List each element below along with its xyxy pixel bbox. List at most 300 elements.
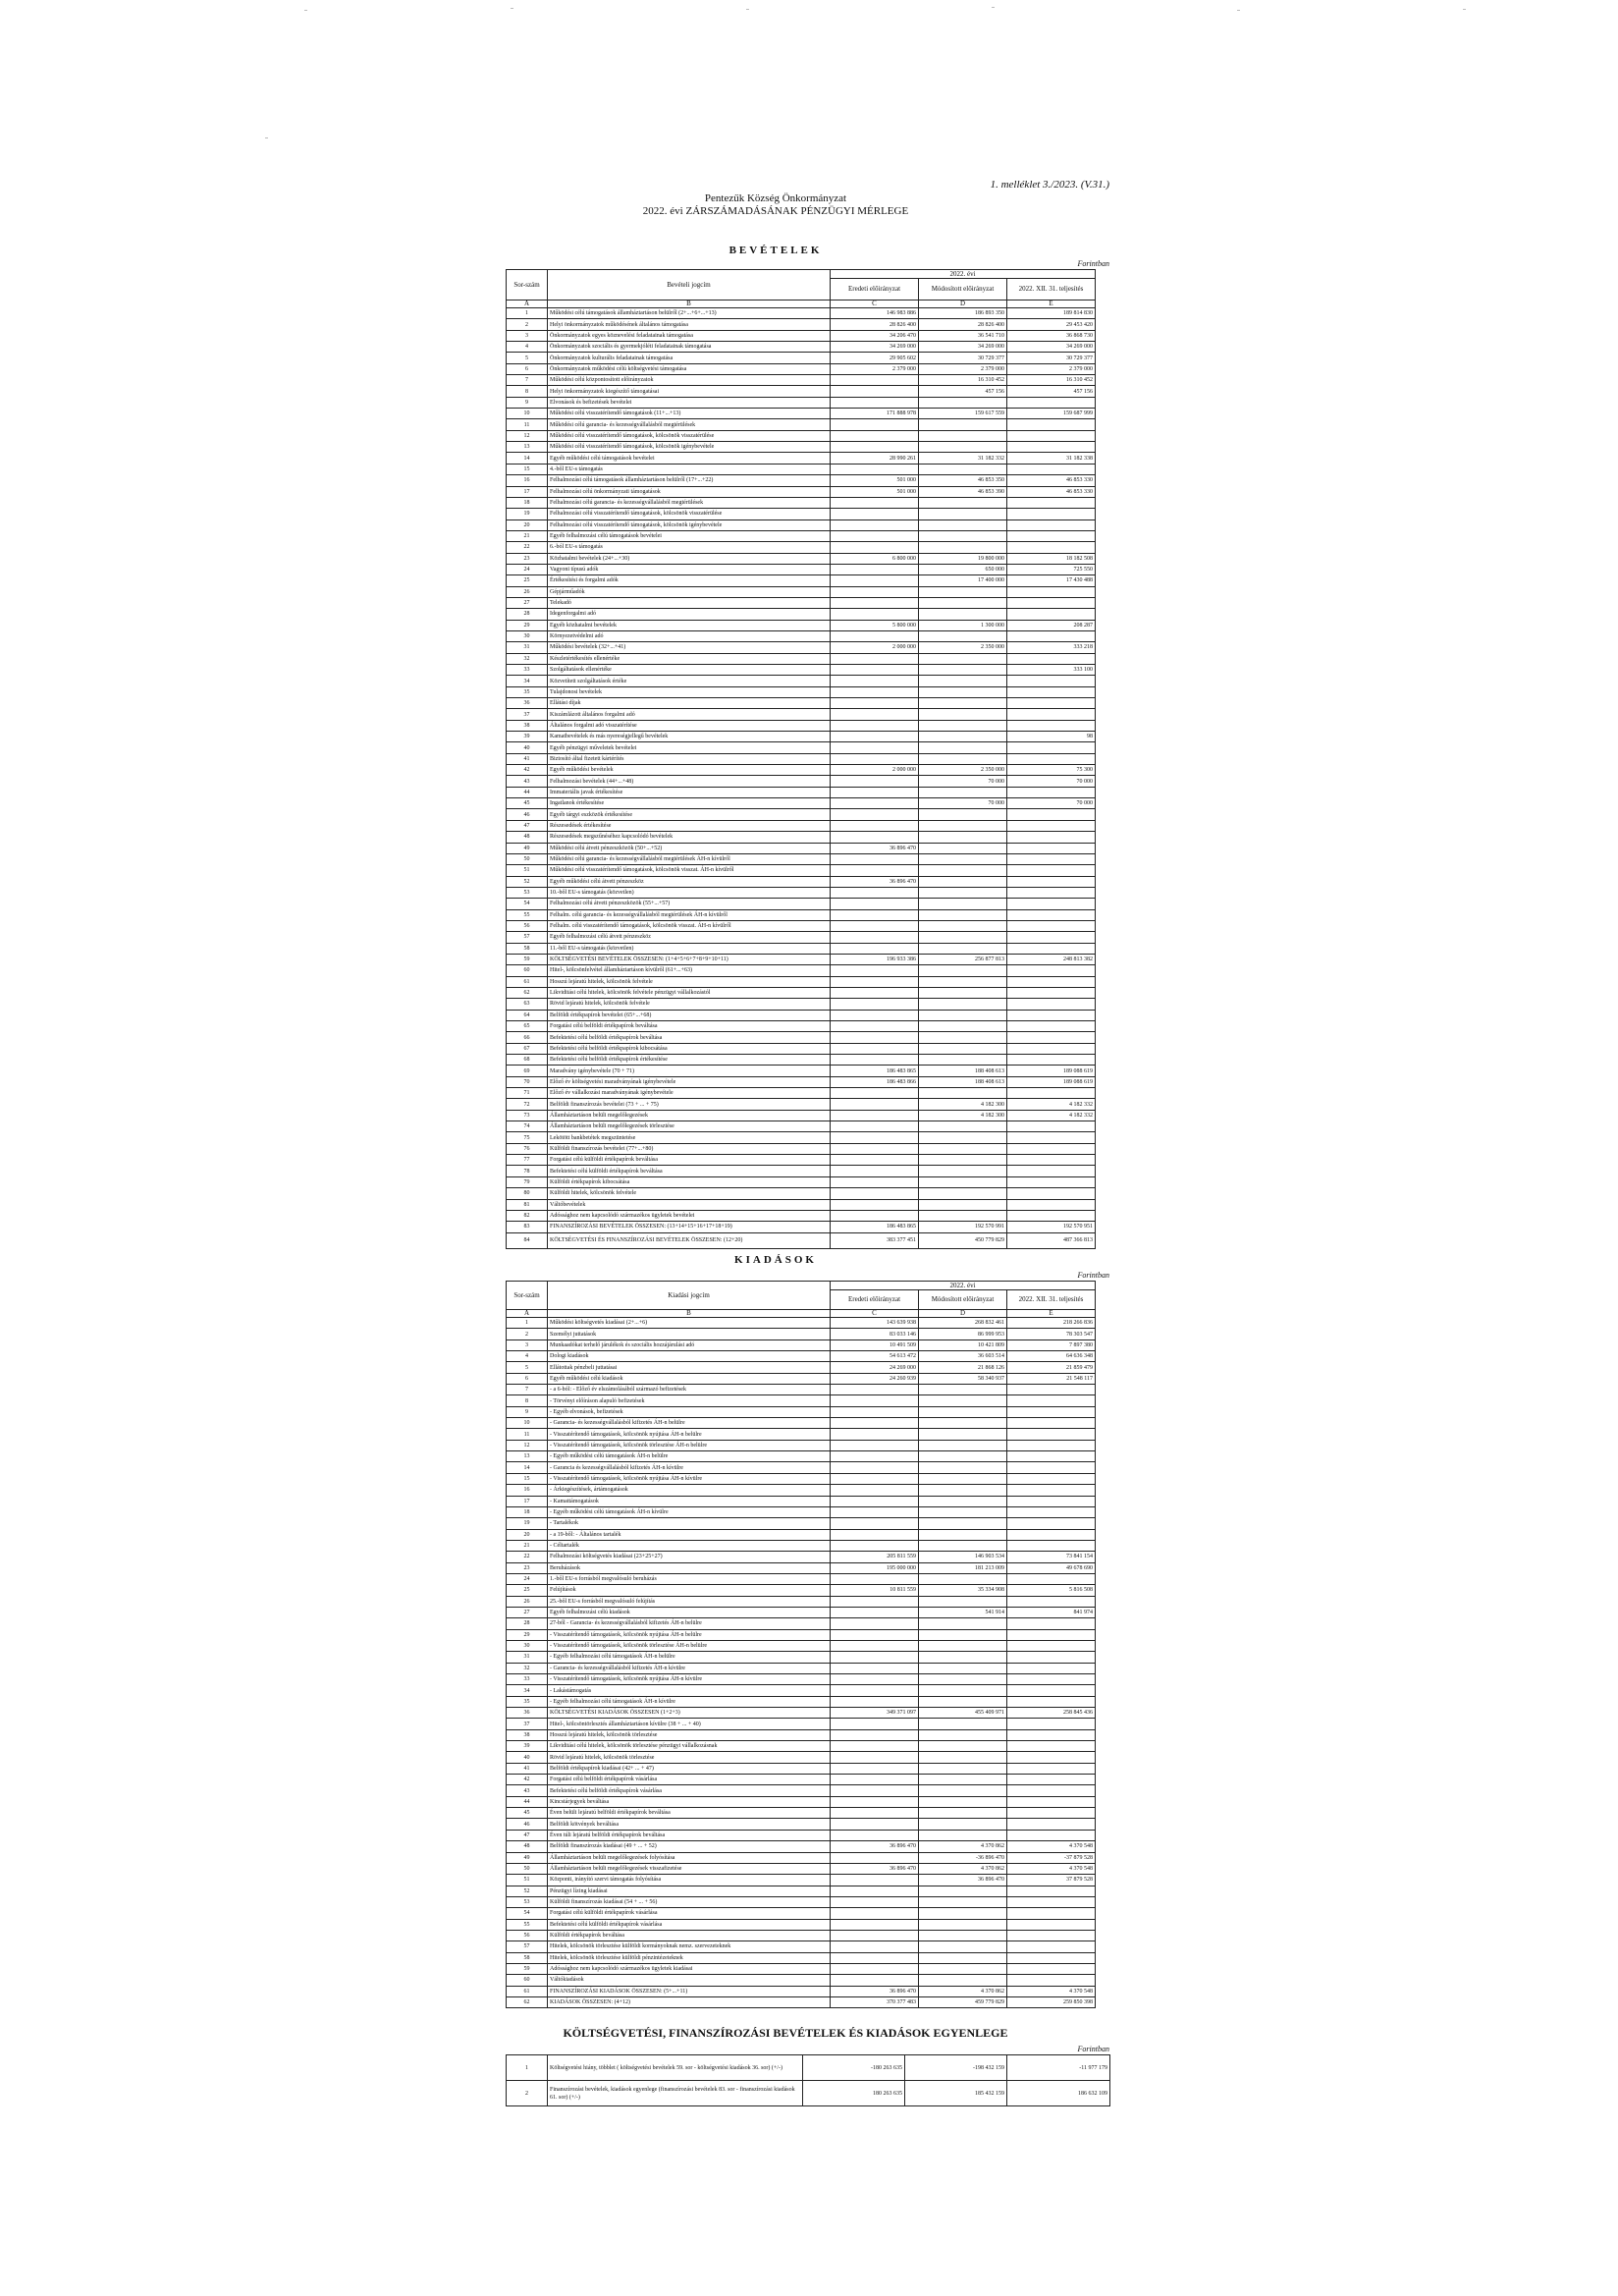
row-label: Működési célú támogatások államháztartáson belülről (2+...+6+...+13) — [548, 308, 831, 319]
row-label: Egyéb működési célú támogatások bevételei — [548, 453, 831, 464]
row-number: 38 — [507, 1729, 548, 1740]
table-row — [507, 553, 1096, 564]
original-value — [831, 1808, 919, 1819]
expenditures-table — [506, 1281, 1096, 2008]
actual-value — [1007, 1055, 1096, 1066]
original-value: 195 000 000 — [831, 1562, 919, 1573]
modified-value — [919, 1819, 1007, 1830]
table-row — [507, 732, 1096, 742]
table-row — [507, 809, 1096, 820]
modified-value — [919, 1941, 1007, 1952]
actual-value — [1007, 1485, 1096, 1496]
original-value: 501 000 — [831, 486, 919, 497]
modified-value — [919, 809, 1007, 820]
actual-value — [1007, 1963, 1096, 1974]
original-value — [831, 1573, 919, 1584]
table-row — [507, 1339, 1096, 1350]
original-value: 180 263 635 — [803, 2081, 905, 2106]
modified-value — [919, 1496, 1007, 1506]
table-row — [507, 1076, 1096, 1087]
row-number: 69 — [507, 1066, 548, 1076]
actual-value — [1007, 787, 1096, 797]
original-value — [831, 1629, 919, 1640]
modified-value — [919, 1088, 1007, 1099]
actual-value — [1007, 530, 1096, 541]
col-letter: C — [831, 1310, 919, 1318]
actual-value — [1007, 1573, 1096, 1584]
original-value: 36 896 470 — [831, 1986, 919, 1996]
modified-value: 188 408 613 — [919, 1076, 1007, 1087]
row-number: 34 — [507, 676, 548, 686]
modified-value — [919, 1573, 1007, 1584]
actual-value — [1007, 1640, 1096, 1651]
table-row — [507, 475, 1096, 486]
row-number: 40 — [507, 1752, 548, 1763]
table-row — [507, 642, 1096, 653]
original-value — [831, 1674, 919, 1685]
row-number: 18 — [507, 497, 548, 508]
modified-value — [919, 853, 1007, 864]
modified-value — [919, 609, 1007, 620]
modified-value: 16 310 452 — [919, 375, 1007, 386]
row-label: Biztosító által fizetett kártérítés — [548, 753, 831, 764]
actual-value — [1007, 1752, 1096, 1763]
table-row — [507, 720, 1096, 731]
actual-value — [1007, 497, 1096, 508]
table-row — [507, 1719, 1096, 1729]
table-row — [507, 1652, 1096, 1663]
original-value — [831, 1210, 919, 1221]
table-row — [507, 1110, 1096, 1121]
original-value — [831, 1110, 919, 1121]
modified-value — [919, 1808, 1007, 1819]
row-number: 1 — [507, 2055, 548, 2081]
table-row — [507, 1830, 1096, 1840]
actual-value: 73 841 154 — [1007, 1552, 1096, 1562]
table-row — [507, 1986, 1096, 1996]
table-row — [507, 542, 1096, 553]
actual-value — [1007, 1729, 1096, 1740]
table-row — [507, 1485, 1096, 1496]
row-number: 36 — [507, 698, 548, 709]
actual-value — [1007, 1775, 1096, 1785]
row-label: Egyéb pénzügyi műveletek bevételei — [548, 742, 831, 753]
col-letter: B — [548, 1310, 831, 1318]
row-number: 16 — [507, 1485, 548, 1496]
actual-value — [1007, 630, 1096, 641]
row-label: Államháztartáson belüli megelőlegezések — [548, 1110, 831, 1121]
original-value: 143 639 938 — [831, 1318, 919, 1329]
row-label: Adóssághoz nem kapcsolódó származékos ügyletek kiadásai — [548, 1963, 831, 1974]
row-label: Szolgáltatások ellenértéke — [548, 665, 831, 676]
row-label: 25.-ből EU-s forrásból megvalósuló felújítás — [548, 1596, 831, 1607]
row-label: Belföldi értékpapírok kiadásai (42+ ... + 47) — [548, 1763, 831, 1774]
row-label: Egyéb működési célú kiadások — [548, 1373, 831, 1384]
table-row — [507, 575, 1096, 586]
row-number: 79 — [507, 1176, 548, 1187]
row-number: 12 — [507, 430, 548, 441]
actual-value — [1007, 1010, 1096, 1020]
original-value — [831, 1166, 919, 1176]
col-letter: E — [1007, 301, 1096, 308]
table-row — [507, 1199, 1096, 1210]
col-header-label: Bevételi jogcím — [548, 270, 831, 301]
row-number: 73 — [507, 1110, 548, 1121]
modified-value: 46 853 350 — [919, 475, 1007, 486]
table-row — [507, 319, 1096, 330]
row-label: Befektetési célú külföldi értékpapírok vásárlása — [548, 1919, 831, 1930]
actual-value — [1007, 843, 1096, 853]
modified-value — [919, 1719, 1007, 1729]
original-value: 54 613 472 — [831, 1351, 919, 1362]
row-label: Maradvány igénybevétele (70 + 71) — [548, 1066, 831, 1076]
table-row — [507, 409, 1096, 419]
original-value — [831, 698, 919, 709]
modified-value — [919, 753, 1007, 764]
modified-value — [919, 1518, 1007, 1529]
modified-value: 181 213 009 — [919, 1562, 1007, 1573]
row-number: 31 — [507, 1652, 548, 1663]
row-label: Hitelek, kölcsönök törlesztése külföldi pénzintézeteknek — [548, 1952, 831, 1963]
table-row — [507, 1663, 1096, 1673]
row-number: 74 — [507, 1121, 548, 1132]
original-value: 196 933 386 — [831, 954, 919, 964]
table-row — [507, 1222, 1096, 1232]
table-row — [507, 1752, 1096, 1763]
row-label: Önkormányzatok szociális és gyermekjóléti feladatainak támogatása — [548, 342, 831, 353]
original-value — [831, 732, 919, 742]
row-number: 56 — [507, 1930, 548, 1941]
actual-value — [1007, 720, 1096, 731]
table-row — [507, 1506, 1096, 1517]
original-value — [831, 665, 919, 676]
original-value — [831, 509, 919, 519]
original-value — [831, 564, 919, 574]
row-label: Kiszámlázott általános forgalmi adó — [548, 709, 831, 720]
table-row — [507, 887, 1096, 898]
original-value: 10 491 509 — [831, 1339, 919, 1350]
row-label: Hosszú lejáratú hitelek, kölcsönök törlesztése — [548, 1729, 831, 1740]
original-value — [831, 920, 919, 931]
row-number: 72 — [507, 1099, 548, 1110]
modified-value: 30 729 377 — [919, 353, 1007, 363]
actual-value — [1007, 1176, 1096, 1187]
actual-value — [1007, 1188, 1096, 1199]
row-number: 5 — [507, 353, 548, 363]
row-label: Kincstárjegyek beváltása — [548, 1796, 831, 1807]
row-label: Helyi önkormányzatok működésének általános támogatása — [548, 319, 831, 330]
modified-value — [919, 542, 1007, 553]
table-row — [507, 1066, 1096, 1076]
actual-value — [1007, 609, 1096, 620]
original-value — [831, 1462, 919, 1473]
table-row — [507, 987, 1096, 998]
actual-value — [1007, 1975, 1096, 1986]
row-label: Éven túli lejáratú belföldi értékpapírok beváltása — [548, 1830, 831, 1840]
actual-value — [1007, 1132, 1096, 1143]
row-number: 50 — [507, 853, 548, 864]
modified-value — [919, 497, 1007, 508]
original-value: 28 990 261 — [831, 453, 919, 464]
row-number: 4 — [507, 342, 548, 353]
table-row — [507, 1796, 1096, 1807]
table-row — [507, 976, 1096, 987]
actual-value: 457 156 — [1007, 386, 1096, 397]
original-value — [831, 909, 919, 920]
row-number: 30 — [507, 1640, 548, 1651]
table-row — [507, 353, 1096, 363]
original-value — [831, 1418, 919, 1429]
row-number: 23 — [507, 553, 548, 564]
original-value — [831, 1176, 919, 1187]
actual-value — [1007, 832, 1096, 843]
balance-unit: Forintban — [1077, 2045, 1109, 2053]
modified-value — [919, 1674, 1007, 1685]
row-number: 68 — [507, 1055, 548, 1066]
row-number: 51 — [507, 1875, 548, 1886]
row-number: 17 — [507, 1496, 548, 1506]
row-label: Ingatlanok értékesítése — [548, 798, 831, 809]
row-number: 8 — [507, 1395, 548, 1406]
modified-value: 19 800 000 — [919, 553, 1007, 564]
row-label: Működési célú garancia- és kezességvállalásból megtérülések — [548, 419, 831, 430]
modified-value — [919, 999, 1007, 1010]
actual-value: 98 — [1007, 732, 1096, 742]
modified-value: 4 370 862 — [919, 1863, 1007, 1874]
row-number: 2 — [507, 2081, 548, 2106]
row-number: 46 — [507, 1819, 548, 1830]
actual-value: 70 000 — [1007, 798, 1096, 809]
modified-value — [919, 876, 1007, 887]
original-value — [831, 1596, 919, 1607]
table-row — [507, 1629, 1096, 1640]
actual-value — [1007, 1121, 1096, 1132]
row-label: Értékesítési és forgalmi adók — [548, 575, 831, 586]
actual-value — [1007, 442, 1096, 453]
row-number: 76 — [507, 1143, 548, 1154]
modified-value — [919, 1021, 1007, 1032]
modified-value — [919, 1952, 1007, 1963]
row-label: - Árkiegészítések, ártámogatások — [548, 1485, 831, 1496]
row-number: 34 — [507, 1685, 548, 1696]
row-label: Önkormányzatok kulturális feladatainak támogatása — [548, 353, 831, 363]
row-number: 53 — [507, 1896, 548, 1907]
table-row — [507, 586, 1096, 597]
table-row — [507, 876, 1096, 887]
original-value — [831, 686, 919, 697]
table-row — [507, 1819, 1096, 1830]
row-label: Befektetési célú külföldi értékpapírok beváltása — [548, 1166, 831, 1176]
col-letter: A — [507, 301, 548, 308]
row-number: 42 — [507, 765, 548, 776]
original-value — [831, 1440, 919, 1450]
row-label: Befektetési célú belföldi értékpapírok beváltása — [548, 1032, 831, 1043]
row-label: - Garancia- és kezességvállalásból kifizetés ÁH-n belülre — [548, 1418, 831, 1429]
actual-value — [1007, 709, 1096, 720]
row-label: Hosszú lejáratú hitelek, kölcsönök felvétele — [548, 976, 831, 987]
row-number: 63 — [507, 999, 548, 1010]
original-value — [831, 1473, 919, 1484]
actual-value: 333 100 — [1007, 665, 1096, 676]
actual-value: -37 879 528 — [1007, 1852, 1096, 1863]
row-number: 15 — [507, 464, 548, 474]
modified-value: 46 853 390 — [919, 486, 1007, 497]
original-value: 24 269 000 — [831, 1362, 919, 1373]
original-value — [831, 809, 919, 820]
row-number: 55 — [507, 1919, 548, 1930]
row-number: 13 — [507, 1451, 548, 1462]
actual-value — [1007, 1796, 1096, 1807]
modified-value — [919, 832, 1007, 843]
original-value — [831, 375, 919, 386]
row-number: 24 — [507, 1573, 548, 1584]
actual-value — [1007, 1518, 1096, 1529]
original-value — [831, 943, 919, 954]
actual-value — [1007, 820, 1096, 831]
actual-value — [1007, 1462, 1096, 1473]
modified-value: 650 000 — [919, 564, 1007, 574]
row-number: 50 — [507, 1863, 548, 1874]
actual-value — [1007, 1506, 1096, 1517]
modified-value — [919, 1132, 1007, 1143]
table-row — [507, 630, 1096, 641]
row-label: - Visszatérítendő támogatások, kölcsönök nyújtása ÁH-n belülre — [548, 1429, 831, 1440]
modified-value: 4 182 300 — [919, 1110, 1007, 1121]
row-label: 10.-ből EU-s támogatás (közvetlen) — [548, 887, 831, 898]
modified-value — [919, 899, 1007, 909]
modified-value: -198 432 159 — [905, 2055, 1007, 2081]
table-row — [507, 865, 1096, 876]
table-row — [507, 1440, 1096, 1450]
row-label: Működési célú visszatérítendő támogatások, kölcsönök visszat. ÁH-n kívülről — [548, 865, 831, 876]
actual-value — [1007, 1429, 1096, 1440]
table-row — [507, 363, 1096, 374]
total-actual: 487 366 813 — [1007, 1232, 1096, 1248]
original-value — [831, 653, 919, 664]
row-number: 3 — [507, 1339, 548, 1350]
table-row — [507, 620, 1096, 630]
actual-value — [1007, 676, 1096, 686]
actual-value: 5 816 508 — [1007, 1585, 1096, 1596]
table-row — [507, 1841, 1096, 1852]
row-label: Idegenforgalmi adó — [548, 609, 831, 620]
row-label: Működési bevételek (32+...+41) — [548, 642, 831, 653]
table-row — [507, 1351, 1096, 1362]
modified-value — [919, 397, 1007, 408]
row-label: Külföldi értékpapírok beváltása — [548, 1930, 831, 1941]
modified-value: 34 269 000 — [919, 342, 1007, 353]
table-row — [507, 497, 1096, 508]
row-number: 65 — [507, 1021, 548, 1032]
row-label: Külföldi értékpapírok kibocsátása — [548, 1176, 831, 1187]
actual-value: 21 548 117 — [1007, 1373, 1096, 1384]
col-header-year: 2022. évi — [831, 270, 1096, 279]
table-row — [507, 1451, 1096, 1462]
table-row — [507, 1741, 1096, 1752]
row-label: Immateriális javak értékesítése — [548, 787, 831, 797]
row-number: 32 — [507, 653, 548, 664]
modified-value: 36 541 710 — [919, 330, 1007, 341]
original-value — [831, 1775, 919, 1785]
original-value: 146 983 886 — [831, 308, 919, 319]
row-number: 39 — [507, 1741, 548, 1752]
actual-value — [1007, 1166, 1096, 1176]
original-value: 2 000 000 — [831, 642, 919, 653]
actual-value: 189 814 830 — [1007, 308, 1096, 319]
row-label: Váltóbevételek — [548, 1199, 831, 1210]
row-label: Elvonások és befizetések bevételei — [548, 397, 831, 408]
table-row — [507, 686, 1096, 697]
actual-value — [1007, 1021, 1096, 1032]
row-number: 35 — [507, 1696, 548, 1707]
row-number: 9 — [507, 1406, 548, 1417]
modified-value: 70 000 — [919, 798, 1007, 809]
row-number: 52 — [507, 1886, 548, 1896]
col-header-label: Kiadási jogcím — [548, 1282, 831, 1310]
modified-value — [919, 1199, 1007, 1210]
original-value — [831, 1685, 919, 1696]
actual-value — [1007, 853, 1096, 864]
modified-value — [919, 630, 1007, 641]
row-label: Működési célú visszatérítendő támogatások (11+...+13) — [548, 409, 831, 419]
modified-value — [919, 1652, 1007, 1663]
row-label: 6.-ból EU-s támogatás — [548, 542, 831, 553]
modified-value — [919, 1629, 1007, 1640]
row-label: Felhalm. célú garancia- és kezességvállalásból megtérülések ÁH-n kívülről — [548, 909, 831, 920]
row-label: Részesedések megszűnéséhez kapcsolódó bevételek — [548, 832, 831, 843]
modified-value: 185 432 159 — [905, 2081, 1007, 2106]
row-number: 71 — [507, 1088, 548, 1099]
actual-value — [1007, 1473, 1096, 1484]
scan-dot — [746, 9, 749, 10]
revenues-table — [506, 269, 1096, 1249]
row-label: Önkormányzatok működési célú költségvetési támogatása — [548, 363, 831, 374]
table-row — [507, 1585, 1096, 1596]
modified-value — [919, 1395, 1007, 1406]
row-number: 52 — [507, 876, 548, 887]
original-value — [831, 832, 919, 843]
row-number: 56 — [507, 920, 548, 931]
row-label: Külföldi hitelek, kölcsönök felvétele — [548, 1188, 831, 1199]
original-value — [831, 519, 919, 530]
row-number: 25 — [507, 1585, 548, 1596]
original-value — [831, 397, 919, 408]
original-value — [831, 865, 919, 876]
table-row — [507, 1930, 1096, 1941]
row-number: 3 — [507, 330, 548, 341]
modified-value — [919, 597, 1007, 608]
table-row — [507, 1329, 1096, 1339]
row-label: Hitel-, kölcsöntörlesztés államháztartáson kívülre (38 + ... + 40) — [548, 1719, 831, 1729]
original-value: 186 483 866 — [831, 1076, 919, 1087]
original-value — [831, 1729, 919, 1740]
modified-value — [919, 519, 1007, 530]
row-label: Külföldi finanszírozás kiadásai (54 + ... + 56) — [548, 1896, 831, 1907]
col-header-year: 2022. évi — [831, 1282, 1096, 1290]
original-value — [831, 1719, 919, 1729]
row-label: Egyéb működési célú átvett pénzeszköz — [548, 876, 831, 887]
table-row — [507, 1696, 1096, 1707]
original-value — [831, 1132, 919, 1143]
modified-value — [919, 1385, 1007, 1395]
original-value — [831, 1518, 919, 1529]
original-value — [831, 1896, 919, 1907]
row-label: - Egyéb felhalmozási célú támogatások ÁH-n kívülre — [548, 1696, 831, 1707]
modified-value: 4 182 300 — [919, 1099, 1007, 1110]
actual-value: 841 974 — [1007, 1607, 1096, 1617]
table-row — [507, 486, 1096, 497]
actual-value — [1007, 1819, 1096, 1830]
